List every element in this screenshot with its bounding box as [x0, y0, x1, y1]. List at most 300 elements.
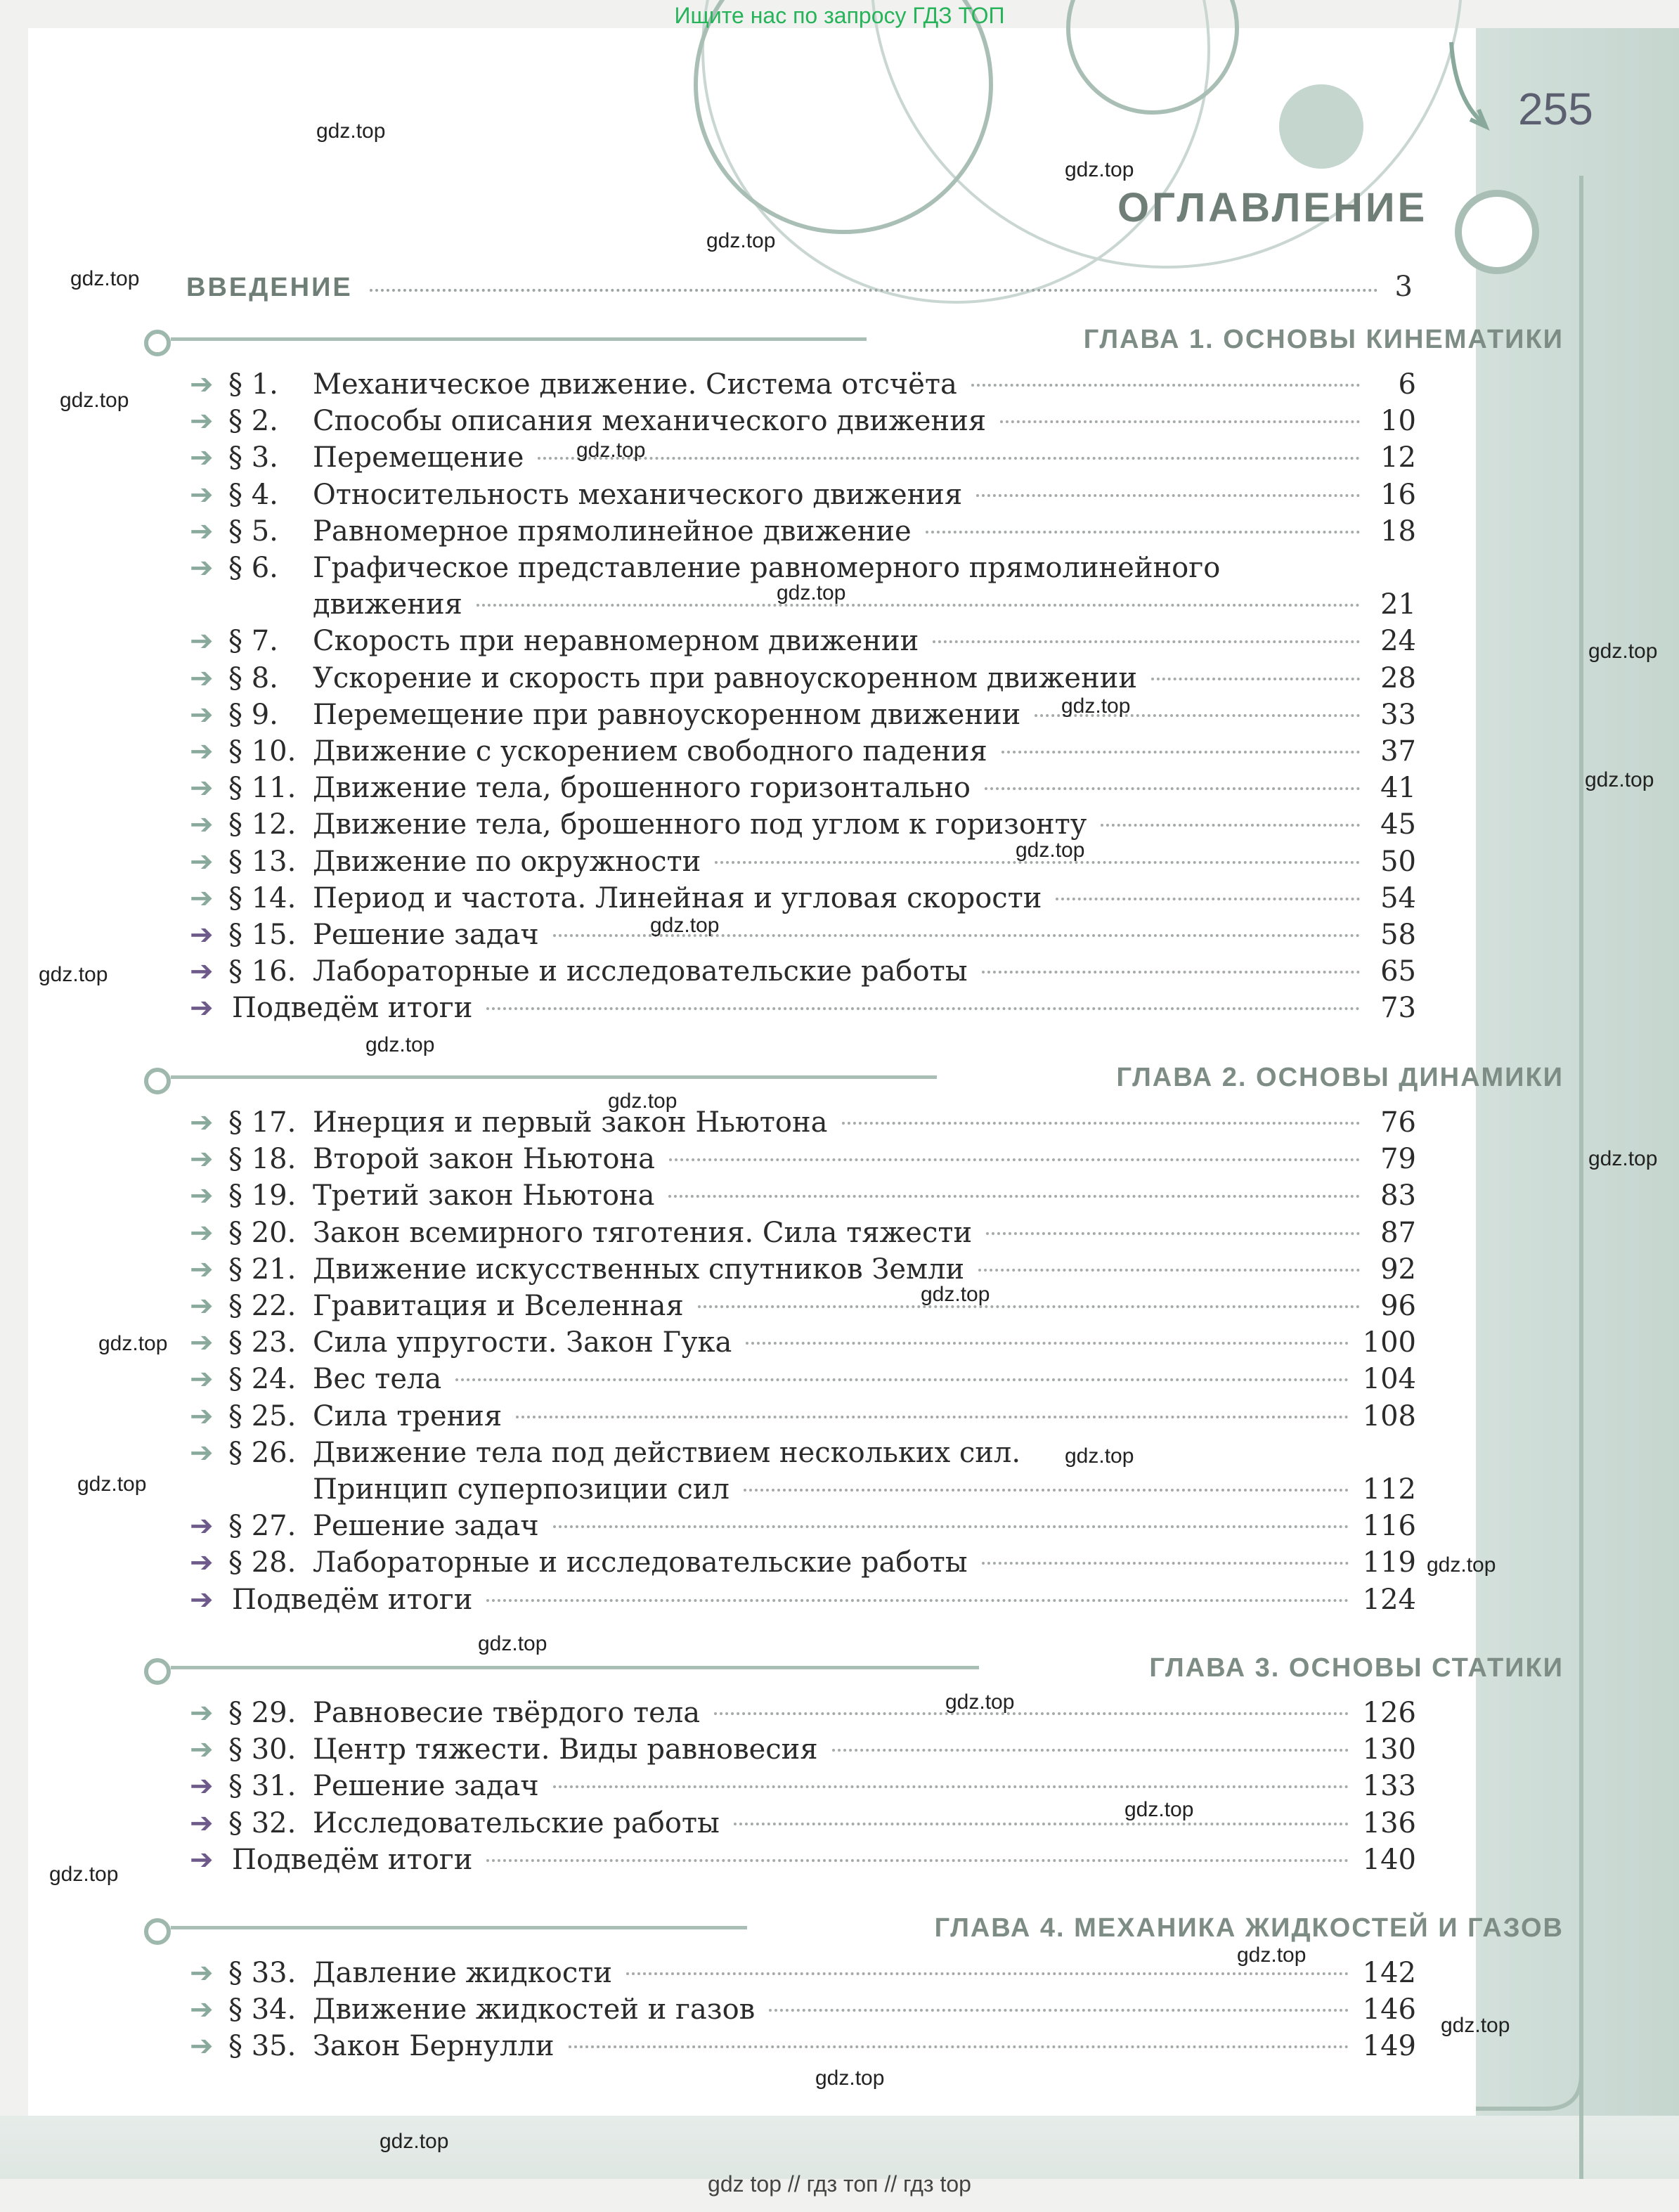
section-number: § 30. [228, 1733, 297, 1766]
intro-row [186, 271, 1413, 313]
page-ref: 149 [1362, 2030, 1416, 2062]
dot-leader [985, 787, 1360, 790]
arrow-right-icon: ➔ [190, 1363, 214, 1395]
entry-title: Подведём итоги [232, 1584, 473, 1616]
dot-leader [1151, 678, 1360, 680]
section-number: § 33. [228, 1957, 297, 1989]
entry-title: Движение тела, брошенного под углом к горизонту [313, 808, 1087, 841]
chapter-title: ГЛАВА 2. ОСНОВЫ ДИНАМИКИ [1116, 1063, 1564, 1092]
toc-entry[interactable] [190, 623, 1416, 659]
arrow-right-icon: ➔ [190, 515, 214, 548]
section-number: § 17. [228, 1106, 297, 1139]
watermark-text[interactable]: gdz.top [1585, 768, 1654, 791]
page-ref: 76 [1380, 1106, 1416, 1139]
toc-entry[interactable] [190, 1361, 1416, 1397]
section-number: § 10. [228, 735, 297, 768]
toc-entry[interactable] [190, 1288, 1416, 1324]
toc-entry[interactable] [190, 1955, 1416, 1991]
dot-leader [982, 1562, 1349, 1565]
entry-line [232, 1842, 1416, 1878]
arrow-right-icon: ➔ [190, 1844, 214, 1876]
toc-entry[interactable] [190, 1544, 1416, 1581]
chapter-title: ГЛАВА 3. ОСНОВЫ СТАТИКИ [1149, 1653, 1564, 1683]
section-number: § 21. [228, 1253, 297, 1286]
dot-leader [746, 1342, 1348, 1345]
page-ref: 87 [1380, 1217, 1416, 1249]
arrow-right-icon: ➔ [190, 662, 214, 694]
dot-leader [370, 289, 1378, 292]
dot-leader [569, 2045, 1349, 2048]
entry-line [313, 953, 1416, 990]
entry-line [313, 1177, 1416, 1214]
section-number: § 19. [228, 1179, 297, 1212]
entry-line [313, 917, 1416, 953]
section-number: § 18. [228, 1143, 297, 1175]
section-number: § 9. [228, 699, 278, 731]
entry-title: Период и частота. Линейная и угловая скорости [313, 882, 1042, 914]
arrow-right-icon: ➔ [190, 405, 214, 437]
entry-line [313, 843, 1416, 880]
arrow-right-icon: ➔ [190, 1106, 214, 1139]
page-ref: 28 [1380, 662, 1416, 694]
chapter-header [144, 1908, 1567, 1951]
entry-title: Второй закон Ньютона [313, 1143, 655, 1175]
toc-entry[interactable] [190, 1324, 1416, 1361]
page-ref: 65 [1380, 955, 1416, 988]
chapter-circle-icon [144, 1658, 171, 1685]
watermark-text[interactable]: gdz.top [1237, 1943, 1307, 1967]
watermark-text[interactable]: gdz.top [945, 1690, 1015, 1714]
arrow-right-icon: ➔ [190, 699, 214, 731]
entry-line [313, 1361, 1416, 1397]
toc-entry[interactable] [190, 1731, 1416, 1768]
entry-title: Подведём итоги [232, 1844, 473, 1876]
entry-line [313, 1215, 1416, 1251]
chapter-title: ГЛАВА 4. МЕХАНИКА ЖИДКОСТЕЙ И ГАЗОВ [934, 1913, 1564, 1943]
entry-line [313, 770, 1416, 806]
entry-line [313, 1695, 1416, 1731]
toc-entry[interactable] [190, 770, 1416, 806]
entry-title: Сила упругости. Закон Гука [313, 1326, 732, 1359]
toc-entry[interactable] [190, 1695, 1416, 1731]
watermark-text[interactable]: gdz.top [60, 389, 129, 412]
entry-line [313, 623, 1416, 659]
dot-leader [933, 640, 1360, 643]
entry-title: Центр тяжести. Виды равновесия [313, 1733, 818, 1766]
page-ref: 6 [1398, 368, 1416, 401]
entry-line [232, 990, 1416, 1026]
page-ref: 21 [1380, 588, 1416, 621]
entry-title-line1: Графическое представление равномерного прямолинейного [313, 552, 1221, 584]
arrow-right-icon: ➔ [190, 479, 214, 511]
entry-line [313, 806, 1416, 843]
dot-leader [698, 1305, 1360, 1308]
page-ref: 41 [1380, 772, 1416, 804]
page-ref: 73 [1380, 992, 1416, 1024]
entry-title: Исследовательские работы [313, 1807, 720, 1839]
dot-leader [976, 494, 1360, 497]
toc-entry[interactable] [190, 917, 1416, 953]
page-ref: 112 [1362, 1473, 1416, 1506]
entry-line [313, 1731, 1416, 1768]
entry-title: Решение задач [313, 919, 539, 951]
toc-entry[interactable] [190, 733, 1416, 770]
summary-item[interactable] [190, 1842, 1416, 1878]
entry-line [313, 1104, 1416, 1141]
arrow-right-icon: ➔ [190, 1179, 214, 1212]
summary-item[interactable] [190, 1582, 1416, 1618]
section-number: § 26. [228, 1437, 297, 1469]
page-ref: 79 [1380, 1143, 1416, 1175]
arrow-right-icon: ➔ [190, 808, 214, 841]
entry-title: Вес тела [313, 1363, 442, 1395]
chapter-header [144, 1058, 1567, 1100]
entry-line [313, 1805, 1416, 1842]
arrow-right-icon: ➔ [190, 1326, 214, 1359]
chapter-circle-icon [144, 1918, 171, 1945]
section-number: § 5. [228, 515, 278, 548]
entry-title: Давление жидкости [313, 1957, 613, 1989]
dot-leader [769, 2009, 1348, 2012]
page-ref: 92 [1380, 1253, 1416, 1286]
page-ref: 119 [1362, 1546, 1416, 1579]
arrow-right-icon: ➔ [190, 2030, 214, 2062]
page-ref: 133 [1362, 1770, 1416, 1802]
watermark-text[interactable]: gdz.top [608, 1089, 678, 1113]
entry-title: Механическое движение. Система отсчёта [313, 368, 957, 401]
entry-title: Лабораторные и исследовательские работы [313, 955, 968, 988]
page-ref: 18 [1380, 515, 1416, 548]
entry-title: Закон Бернулли [313, 2030, 555, 2062]
section-number: § 31. [228, 1770, 297, 1802]
dot-leader [669, 1158, 1360, 1161]
entry-line [313, 586, 1416, 623]
page-ref: 108 [1362, 1400, 1416, 1432]
section-number: § 8. [228, 662, 278, 694]
section-number: § 14. [228, 882, 297, 914]
entry-title: Гравитация и Вселенная [313, 1290, 684, 1322]
section-number: § 24. [228, 1363, 297, 1395]
watermark-text[interactable]: gdz.top [39, 963, 108, 986]
entry-title: Решение задач [313, 1770, 539, 1802]
page-ref: 136 [1362, 1807, 1416, 1839]
watermark-text[interactable]: gdz.top [1588, 1147, 1658, 1170]
page-ref: 16 [1380, 479, 1416, 511]
entry-title: Движение по окружности [313, 846, 701, 878]
page-ref: 140 [1362, 1844, 1416, 1876]
arrow-right-icon: ➔ [190, 1770, 214, 1802]
arrow-right-icon: ➔ [190, 1993, 214, 2026]
dot-leader [832, 1749, 1349, 1752]
arrow-right-icon: ➔ [190, 735, 214, 768]
section-number: § 27. [228, 1510, 297, 1542]
watermark-text[interactable]: gdz.top [706, 229, 776, 252]
entry-title: Инерция и первый закон Ньютона [313, 1106, 828, 1139]
chapter-header [144, 1648, 1567, 1690]
toc-entry[interactable] [190, 1104, 1416, 1141]
summary-item[interactable] [190, 990, 1416, 1026]
arrow-right-icon: ➔ [190, 1437, 214, 1469]
entry-line [313, 1768, 1416, 1804]
toc-entry[interactable] [190, 1508, 1416, 1544]
chapter-circle-icon [144, 330, 171, 356]
section-number: § 3. [228, 441, 278, 474]
entry-title: Скорость при неравномерном движении [313, 625, 919, 657]
entry-line [313, 513, 1416, 550]
watermark-text[interactable]: gdz.top [1065, 1444, 1134, 1468]
arrow-right-icon: ➔ [190, 772, 214, 804]
dot-leader [986, 1232, 1360, 1235]
entry-title-line1: Движение тела под действием нескольких сил. [313, 1437, 1021, 1469]
watermark-text[interactable]: gdz.top [478, 1632, 547, 1655]
section-number: § 4. [228, 479, 278, 511]
page-title: ОГЛАВЛЕНИЕ [1117, 185, 1428, 231]
section-number: § 32. [228, 1807, 297, 1839]
arrow-right-icon: ➔ [190, 368, 214, 401]
entry-title: Перемещение [313, 441, 524, 474]
entry-title: Третий закон Ньютона [313, 1179, 655, 1212]
dot-leader [553, 1785, 1349, 1788]
page-ref: 37 [1380, 735, 1416, 768]
entry-line [313, 1544, 1416, 1581]
dot-leader [477, 604, 1360, 607]
entry-title: Принцип суперпозиции сил [313, 1473, 730, 1506]
toc-entry[interactable] [190, 513, 1416, 550]
watermark-text[interactable]: gdz.top [380, 2130, 449, 2153]
watermark-text[interactable]: gdz.top [1124, 1798, 1194, 1821]
dot-leader [982, 971, 1360, 974]
arrow-right-icon: ➔ [190, 1957, 214, 1989]
entry-line [313, 477, 1416, 513]
chapter-rule-left [171, 1926, 747, 1929]
dot-leader [978, 1269, 1360, 1272]
arrow-right-icon: ➔ [190, 1143, 214, 1175]
watermark-text[interactable]: gdz.top [1061, 694, 1131, 718]
arrow-right-icon: ➔ [190, 1400, 214, 1432]
toc-entry[interactable] [190, 1215, 1416, 1251]
dot-leader [516, 1416, 1348, 1418]
toc-entry[interactable] [190, 1435, 1416, 1508]
entry-line [313, 697, 1416, 733]
dot-leader [1056, 898, 1360, 900]
page-ref: 83 [1380, 1179, 1416, 1212]
watermark-text[interactable]: gdz.top [49, 1863, 119, 1886]
section-number: § 28. [228, 1546, 297, 1579]
entry-title: Равномерное прямолинейное движение [313, 515, 912, 548]
entry-line [313, 1141, 1416, 1177]
toc-entry[interactable] [190, 880, 1416, 917]
page-ref: 24 [1380, 625, 1416, 657]
entry-title: Лабораторные и исследовательские работы [313, 1546, 968, 1579]
section-number: § 2. [228, 405, 278, 437]
dot-leader [486, 1859, 1348, 1862]
page-ref: 33 [1380, 699, 1416, 731]
entry-line [313, 1288, 1416, 1324]
page-ref: 58 [1380, 919, 1416, 951]
toc-entry[interactable] [190, 697, 1416, 733]
chapter-header [144, 320, 1567, 362]
entry-title: Движение тела, брошенного горизонтально [313, 772, 971, 804]
toc-entry[interactable] [190, 2028, 1416, 2064]
toc-entry[interactable] [190, 1141, 1416, 1177]
entry-title: Закон всемирного тяготения. Сила тяжести [313, 1217, 973, 1249]
page-ref: 96 [1380, 1290, 1416, 1322]
arrow-right-icon: ➔ [190, 552, 214, 584]
dot-leader [714, 1712, 1349, 1715]
toc-entry[interactable] [190, 843, 1416, 880]
toc-entry[interactable] [190, 953, 1416, 990]
entry-line [313, 1398, 1416, 1435]
section-number: § 29. [228, 1697, 297, 1729]
section-number: § 25. [228, 1400, 297, 1432]
arrow-right-icon: ➔ [190, 882, 214, 914]
entry-title: движения [313, 588, 462, 621]
toc-entry[interactable] [190, 1177, 1416, 1214]
watermark-text[interactable]: gdz.top [316, 119, 386, 143]
arrow-right-icon: ➔ [190, 1290, 214, 1322]
toc-entry[interactable] [190, 403, 1416, 439]
section-number: § 15. [228, 919, 297, 951]
page-ref: 116 [1362, 1510, 1416, 1542]
page-ref: 54 [1380, 882, 1416, 914]
watermark-text[interactable]: gdz.top [777, 581, 846, 604]
watermark-text[interactable]: gdz.top [921, 1283, 990, 1306]
watermark-text[interactable]: gdz.top [1065, 158, 1134, 181]
entry-line [313, 1471, 1416, 1508]
watermark-text[interactable]: gdz.top [1588, 640, 1658, 663]
toc-entry[interactable] [190, 439, 1416, 476]
entry-title: Движение искусственных спутников Земли [313, 1253, 965, 1286]
arrow-right-icon: ➔ [190, 1697, 214, 1729]
entry-line [313, 439, 1416, 476]
top-banner[interactable]: Ищите нас по запросу ГДЗ ТОП [674, 3, 1005, 28]
entry-line [313, 733, 1416, 770]
entry-line [232, 1582, 1416, 1618]
section-number: § 23. [228, 1326, 297, 1359]
section-number: § 6. [228, 552, 278, 584]
arrow-right-icon: ➔ [190, 1217, 214, 1249]
section-number: § 16. [228, 955, 297, 988]
entry-title: Равновесие твёрдого тела [313, 1697, 701, 1729]
watermark-text[interactable]: gdz.top [77, 1473, 147, 1496]
dot-leader [1001, 751, 1360, 753]
page-ref: 142 [1362, 1957, 1416, 1989]
entry-title: Движение с ускорением свободного падения [313, 735, 987, 768]
arrow-right-icon: ➔ [190, 1546, 214, 1579]
toc-entry[interactable] [190, 660, 1416, 697]
entry-line [313, 880, 1416, 917]
arrow-right-icon: ➔ [190, 919, 214, 951]
watermark-text[interactable]: gdz.top [815, 2067, 885, 2090]
page-ref: 124 [1362, 1584, 1416, 1616]
dot-leader [926, 531, 1360, 533]
toc-entry[interactable] [190, 806, 1416, 843]
entry-line [313, 660, 1416, 697]
watermark-text[interactable]: gdz.top [576, 439, 646, 462]
watermark-text[interactable]: gdz.top [1427, 1553, 1496, 1577]
entry-title: Сила трения [313, 1400, 503, 1432]
entry-line [313, 366, 1416, 403]
section-number: § 1. [228, 368, 278, 401]
dot-leader [744, 1489, 1349, 1492]
toc-entry[interactable] [190, 1398, 1416, 1435]
section-number: § 34. [228, 1993, 297, 2026]
toc-entry[interactable] [190, 477, 1416, 513]
page-ref: 100 [1362, 1326, 1416, 1359]
watermark-text[interactable]: gdz.top [650, 914, 720, 937]
arrow-right-icon: ➔ [190, 955, 214, 988]
watermark-text[interactable]: gdz.top [98, 1332, 168, 1355]
chapter-rule-left [171, 337, 867, 341]
arrow-right-icon: ➔ [190, 1510, 214, 1542]
arrow-right-icon: ➔ [190, 1584, 214, 1616]
chapter-rule-left [171, 1075, 937, 1079]
watermark-text[interactable]: gdz.top [70, 267, 140, 290]
dot-leader [538, 457, 1360, 460]
section-number: § 22. [228, 1290, 297, 1322]
bottom-banner[interactable]: gdz top // гдз топ // гдз top [708, 2171, 971, 2197]
toc-entry[interactable] [190, 1768, 1416, 1804]
toc-entry[interactable] [190, 1251, 1416, 1288]
entry-line [313, 1251, 1416, 1288]
section-number: § 35. [228, 2030, 297, 2062]
arrow-right-icon: ➔ [190, 625, 214, 657]
dot-leader [486, 1599, 1348, 1602]
section-number: § 13. [228, 846, 297, 878]
dot-leader [842, 1122, 1360, 1125]
entry-title: Подведём итоги [232, 992, 473, 1024]
page-ref: 126 [1362, 1697, 1416, 1729]
watermark-text[interactable]: gdz.top [365, 1033, 435, 1056]
chapter-rule-left [171, 1666, 979, 1669]
page-ref: 50 [1380, 846, 1416, 878]
arrow-right-icon: ➔ [190, 1807, 214, 1839]
entry-line [313, 2028, 1416, 2064]
dot-leader [1101, 824, 1360, 827]
arrow-right-icon: ➔ [190, 992, 214, 1024]
entry-line [313, 403, 1416, 439]
page-ref: 130 [1362, 1733, 1416, 1766]
dot-leader [455, 1378, 1348, 1381]
entry-title: Решение задач [313, 1510, 539, 1542]
entry-title: Движение жидкостей и газов [313, 1993, 756, 2026]
entry-title: Ускорение и скорость при равноускоренном движении [313, 662, 1138, 694]
dot-leader [971, 384, 1360, 387]
page-number: 255 [1518, 84, 1593, 134]
section-number: § 12. [228, 808, 297, 841]
toc-entry[interactable] [190, 1991, 1416, 2028]
dot-leader [734, 1823, 1349, 1825]
dot-leader [553, 1525, 1349, 1528]
entry-line [313, 1508, 1416, 1544]
watermark-text[interactable]: gdz.top [1016, 839, 1085, 862]
arrow-right-icon: ➔ [190, 1253, 214, 1286]
section-number: § 11. [228, 772, 297, 804]
toc-entry[interactable] [190, 1805, 1416, 1842]
page-ref: 10 [1380, 405, 1416, 437]
intro-page: 3 [1394, 271, 1413, 303]
entry-title: Способы описания механического движения [313, 405, 987, 437]
toc-entry[interactable] [190, 366, 1416, 403]
watermark-text[interactable]: gdz.top [1441, 2014, 1510, 2037]
dot-leader [486, 1007, 1360, 1010]
dot-leader [626, 1972, 1349, 1975]
section-number: § 20. [228, 1217, 297, 1249]
arrow-right-icon: ➔ [190, 846, 214, 878]
intro-label: ВВЕДЕНИЕ [186, 273, 353, 302]
dot-leader [1000, 420, 1360, 423]
section-number: § 7. [228, 625, 278, 657]
